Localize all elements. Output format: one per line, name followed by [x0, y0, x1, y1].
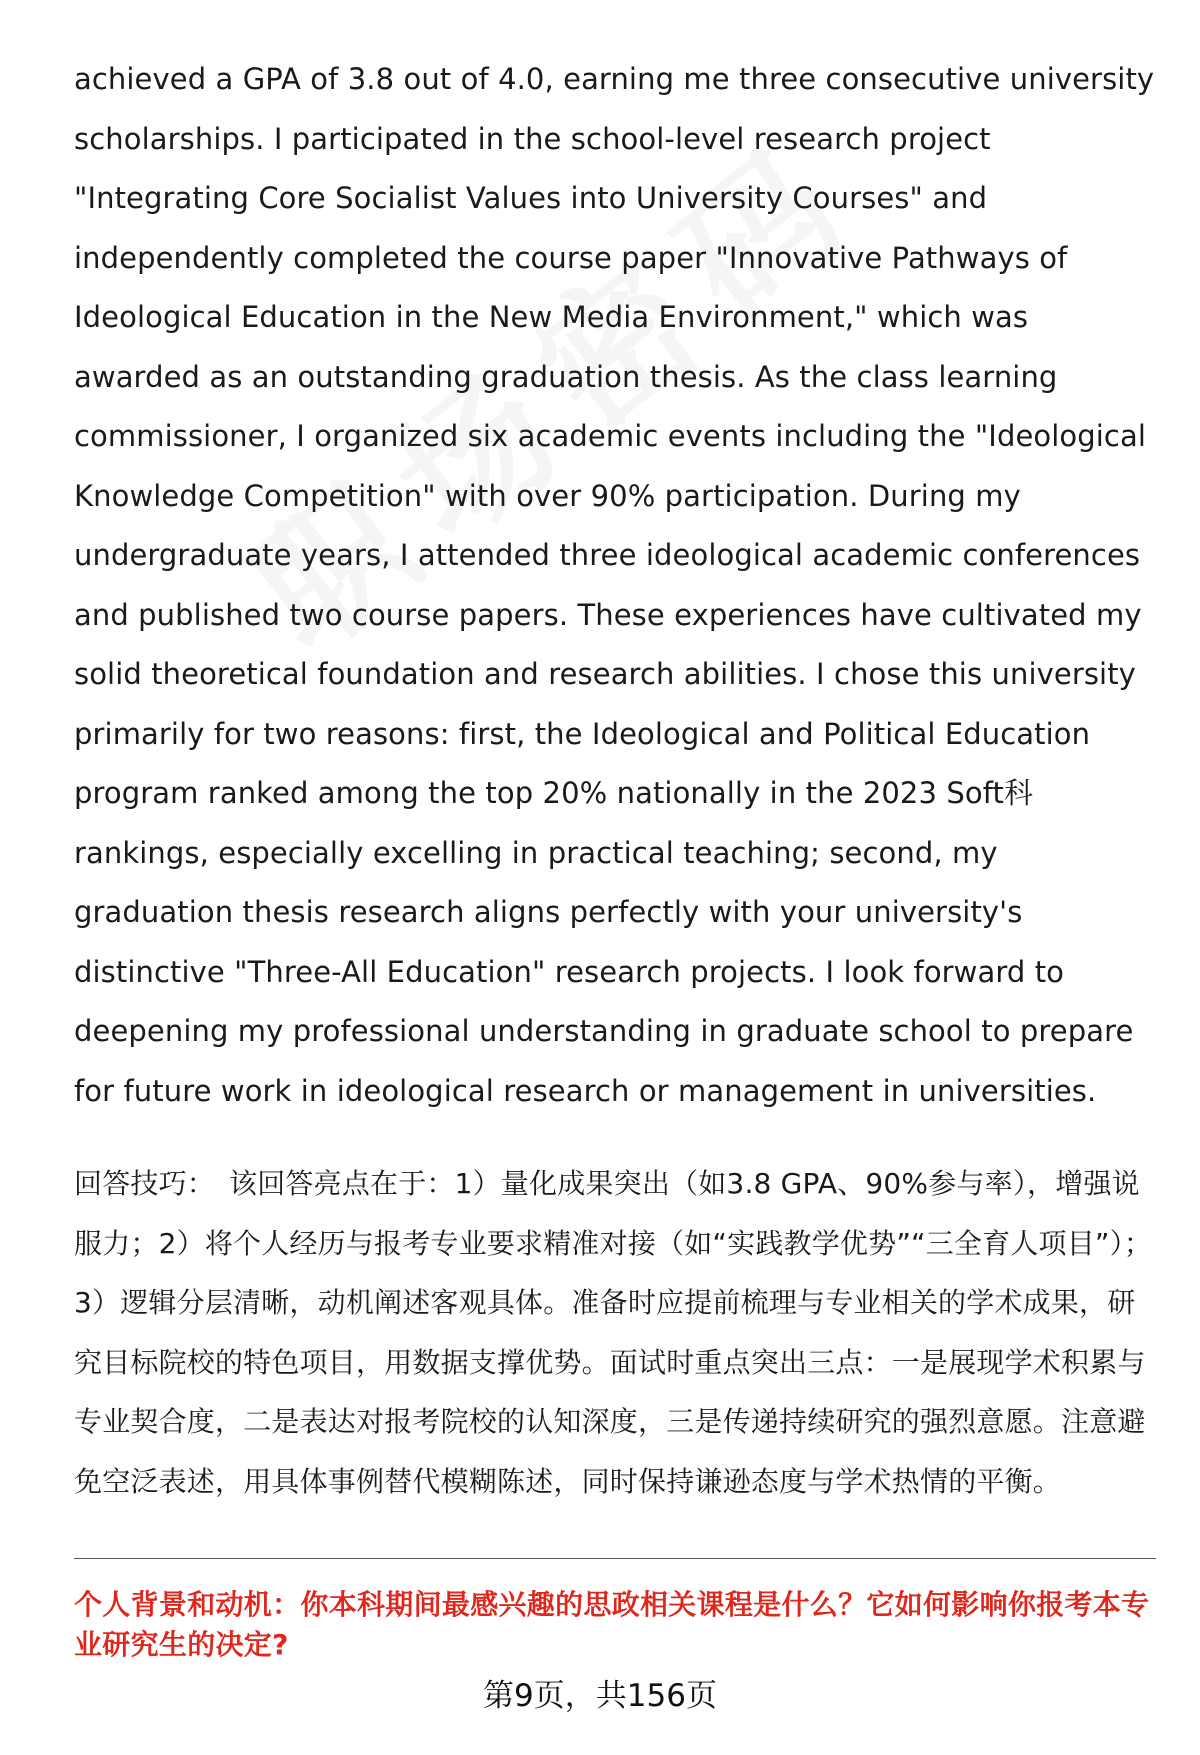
answer-paragraph: achieved a GPA of 3.8 out of 4.0, earning me three consecutive university scholarships. I participated in the school-level research project "Integrating Core Socialist Values into University Courses" and independently completed the course paper "Innovative Pathways of Ideological Education in the New Media Environment," which was awarded as an outstanding graduation thesis. As the class learning commissioner, I organized six academic events including the "Ideological Knowledge Competition" with over 90% participation. During my undergraduate years, I attended three ideological academic conferences and published two course papers. These experiences have cultivated my solid theoretical foundation and research abilities. I chose this university primarily for two reasons: first, the Ideological and Political Education program ranked among the top 20% nationally in the 2023 Soft科 rankings, especially excelling in practical teaching; second, my graduation thesis research aligns perfectly with your university's distinctive "Three-All Education" research projects. I look forward to deepening my professional understanding in graduate school to prepare for future work in ideological research or management in universities. — [74, 62, 1155, 1108]
answer-tips — [74, 1154, 1156, 1511]
page-number: 第9页，共156页 — [483, 1678, 717, 1714]
tips-label: 回答技巧： — [74, 1167, 216, 1200]
next-question-heading: 个人背景和动机：你本科期间最感兴趣的思政相关课程是什么？它如何影响你报考本专业研究生的决定? — [74, 1588, 1150, 1661]
section-divider — [74, 1558, 1156, 1559]
tips-text: 该回答亮点在于：1）量化成果突出（如3.8 GPA、90%参与率），增强说服力；2）将个人经历与报考专业要求精准对接（如“实践教学优势”“三全育人项目”）；3）逻辑分层清晰，动机阐述客观具体。准备时应提前梳理与专业相关的学术成果，研究目标院校的特色项目，用数据支撑优势。面试时重点突出三点：一是展现学术积累与专业契合度，二是表达对报考院校的认知深度，三是传递持续研究的强烈意愿。注意避免空泛表述，用具体事例替代模糊陈述，同时保持谦逊态度与学术热情的平衡。 — [74, 1167, 1153, 1498]
document-page — [74, 50, 1156, 1511]
